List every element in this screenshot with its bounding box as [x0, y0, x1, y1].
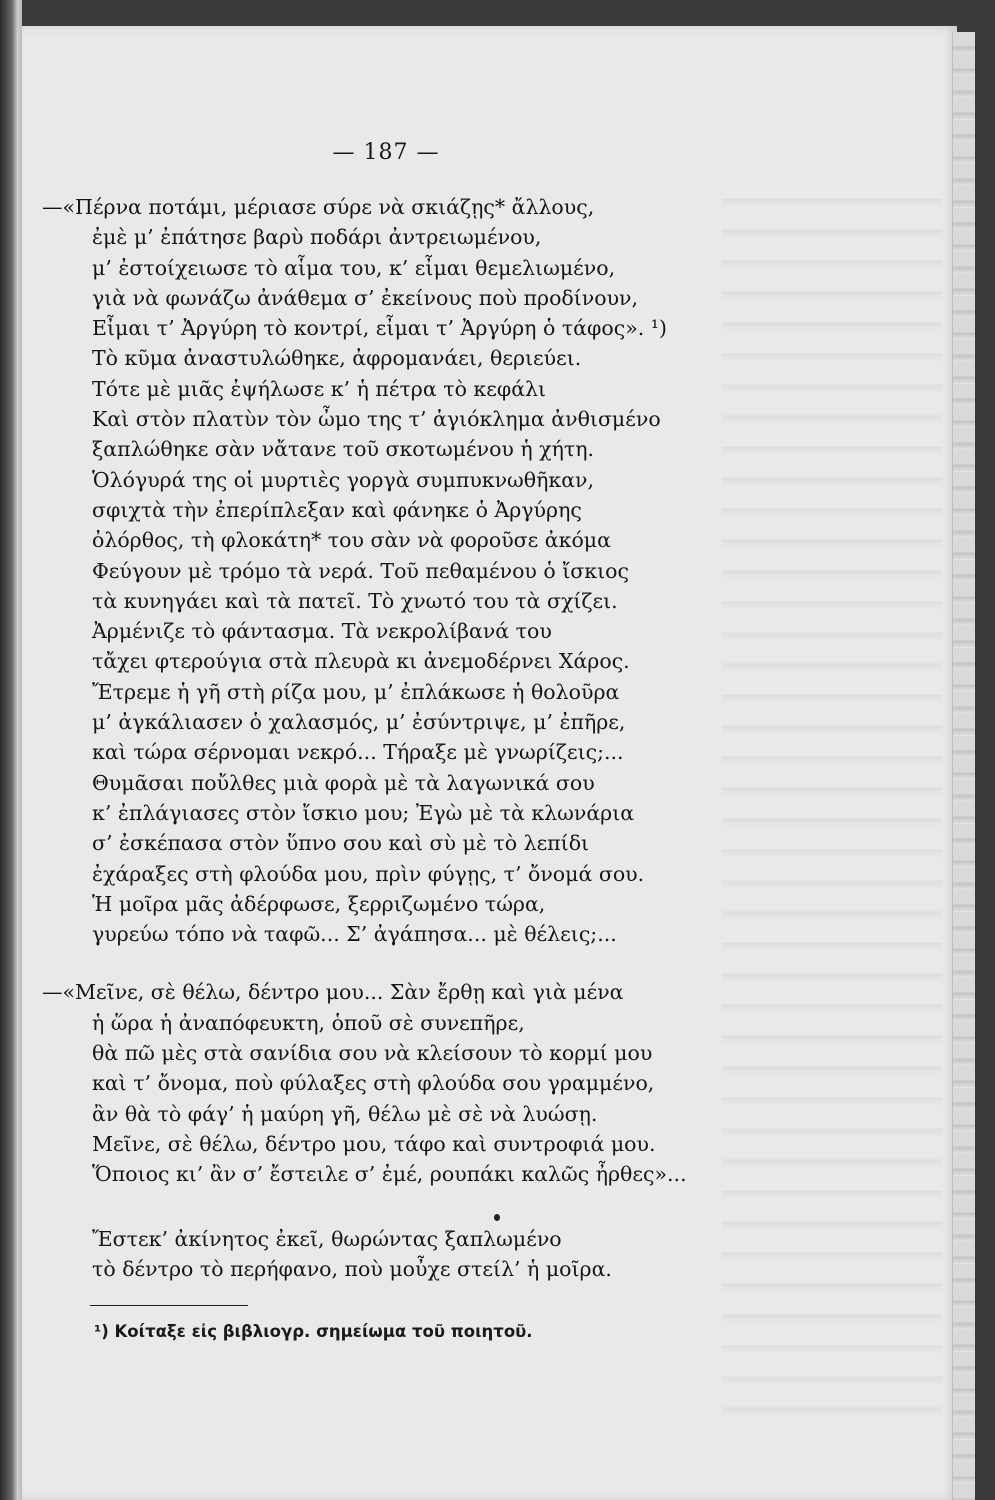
- poem-line: τἄχει φτερούγια στὰ πλευρὰ κι ἀνεμοδέρνει Χάρος.: [92, 649, 630, 674]
- poem-line: —«Πέρνα ποτάμι, μέριασε σύρε νὰ σκιάζῃς* ἄλλους,: [42, 195, 595, 219]
- stanza-gap: [42, 949, 702, 977]
- page-edge: [952, 32, 975, 1500]
- poem-line: ἐμὲ μ’ ἐπάτησε βαρὺ ποδάρι ἀντρειωμένου,: [92, 225, 542, 250]
- poem-line: Καὶ στὸν πλατὺν τὸν ὦμο της τ’ ἁγιόκλημα ἀνθισμένο: [92, 407, 661, 432]
- poem-line: ἐχάραξες στὴ φλούδα μου, πρὶν φύγῃς, τ’ ὄνομά σου.: [92, 861, 645, 886]
- poem-line: ἂν θὰ τὸ φάγ’ ἡ μαύρη γῆ, θέλω μὲ σὲ νὰ λυώσῃ.: [92, 1101, 598, 1126]
- poem-line: γυρεύω τόπο νὰ ταφῶ... Σ’ ἀγάπησα... μὲ θέλεις;...: [92, 922, 617, 947]
- poem-line: μ’ ἐστοίχειωσε τὸ αἷμα του, κ’ εἶμαι θεμελιωμένο,: [92, 255, 616, 280]
- poem-text: [42, 192, 702, 1284]
- poem-line: γιὰ νὰ φωνάζω ἀνάθεμα σ’ ἐκείνους ποὺ προδίνουν,: [92, 285, 639, 310]
- show-through-text: [722, 176, 942, 1426]
- poem-line: Ὁλόγυρά της οἱ μυρτιὲς γοργὰ συμπυκνωθῆκαν,: [92, 467, 595, 492]
- poem-line: ὀλόρθος, τὴ φλοκάτη* του σὰν νὰ φοροῦσε ἀκόμα: [92, 528, 611, 553]
- poem-line: σ’ ἐσκέπασα στὸν ὕπνο σου καὶ σὺ μὲ τὸ λεπίδι: [92, 831, 590, 856]
- poem-line: θὰ πῶ μὲς στὰ σανίδια σου νὰ κλείσουν τὸ κορμί μου: [92, 1041, 653, 1066]
- stanza-3: [42, 1224, 702, 1285]
- poem-line: τὰ κυνηγάει καὶ τὰ πατεῖ. Τὸ χνωτό του τὰ σχίζει.: [92, 588, 618, 613]
- poem-line: Ἡ μοῖρα μᾶς ἀδέρφωσε, ξερριζωμένο τώρα,: [92, 891, 546, 916]
- poem-line: μ’ ἀγκάλιασεν ὁ χαλασμός, μ’ ἐσύντριψε, μ’ ἐπῆρε,: [92, 710, 626, 735]
- stanza-2: [42, 977, 702, 1189]
- ink-speck: [494, 1214, 500, 1221]
- poem-line: κ’ ἐπλάγιασες στὸν ἴσκιο μου; Ἐγὼ μὲ τὰ κλωνάρια: [92, 800, 635, 825]
- poem-line: Τὸ κῦμα ἀναστυλώθηκε, ἀφρομανάει, θεριεύει.: [92, 346, 582, 371]
- poem-line: καὶ τ’ ὄνομα, ποὺ φύλαξες στὴ φλούδα σου γραμμένο,: [92, 1071, 655, 1096]
- book-spine-shadow: [0, 0, 22, 1500]
- poem-line: ξαπλώθηκε σὰν νἄτανε τοῦ σκοτωμένου ἡ χήτη.: [92, 437, 595, 462]
- poem-line: ἡ ὥρα ἡ ἀναπόφευκτη, ὁποῦ σὲ συνεπῆρε,: [92, 1010, 525, 1035]
- poem-line: Ἔστεκ’ ἀκίνητος ἐκεῖ, θωρώντας ξαπλωμένο: [92, 1226, 562, 1251]
- poem-line: Θυμᾶσαι ποὔλθες μιὰ φορὰ μὲ τὰ λαγωνικά σου: [92, 770, 595, 795]
- poem-line: —«Μεῖνε, σὲ θέλω, δέντρο μου... Σὰν ἔρθῃ καὶ γιὰ μένα: [42, 980, 624, 1005]
- footnote-rule: [90, 1305, 248, 1306]
- poem-line: Ἀρμένιζε τὸ φάντασμα. Τὰ νεκρολίβανά του: [92, 619, 552, 644]
- poem-line: καὶ τώρα σέρνομαι νεκρό... Τήραξε μὲ γνωρίζεις;...: [92, 740, 624, 765]
- poem-line: τὸ δέντρο τὸ περήφανο, ποὺ μοὖχε στείλ’ ἡ μοῖρα.: [92, 1256, 612, 1281]
- stanza-1: [42, 192, 702, 949]
- page-number: — 187 —: [332, 140, 440, 165]
- footnote: ¹) Κοίταξε εἰς βιβλιογρ. σημείωμα τοῦ ποιητοῦ.: [94, 1322, 533, 1341]
- poem-line: Εἶμαι τ’ Ἀργύρη τὸ κοντρί, εἶμαι τ’ Ἀργύρη ὁ τάφος». ¹): [92, 316, 667, 341]
- poem-line: Ὅποιος κι’ ἂν σ’ ἔστειλε σ’ ἐμέ, ρουπάκι καλῶς ἦρθες»...: [92, 1162, 687, 1187]
- poem-line: σφιχτὰ τὴν ἐπερίπλεξαν καὶ φάνηκε ὁ Ἀργύρης: [92, 497, 582, 522]
- poem-line: Φεύγουν μὲ τρόμο τὰ νερά. Τοῦ πεθαμένου ὁ ἴσκιος: [92, 558, 629, 583]
- stanza-gap: [42, 1190, 702, 1224]
- poem-line: Μεῖνε, σὲ θέλω, δέντρο μου, τάφο καὶ συντροφιά μου.: [92, 1131, 656, 1156]
- poem-line: Ἔτρεμε ἡ γῆ στὴ ρίζα μου, μ’ ἐπλάκωσε ἡ θολοῦρα: [92, 679, 620, 704]
- poem-line: Τότε μὲ μιᾶς ἐψήλωσε κ’ ἡ πέτρα τὸ κεφάλι: [92, 376, 547, 401]
